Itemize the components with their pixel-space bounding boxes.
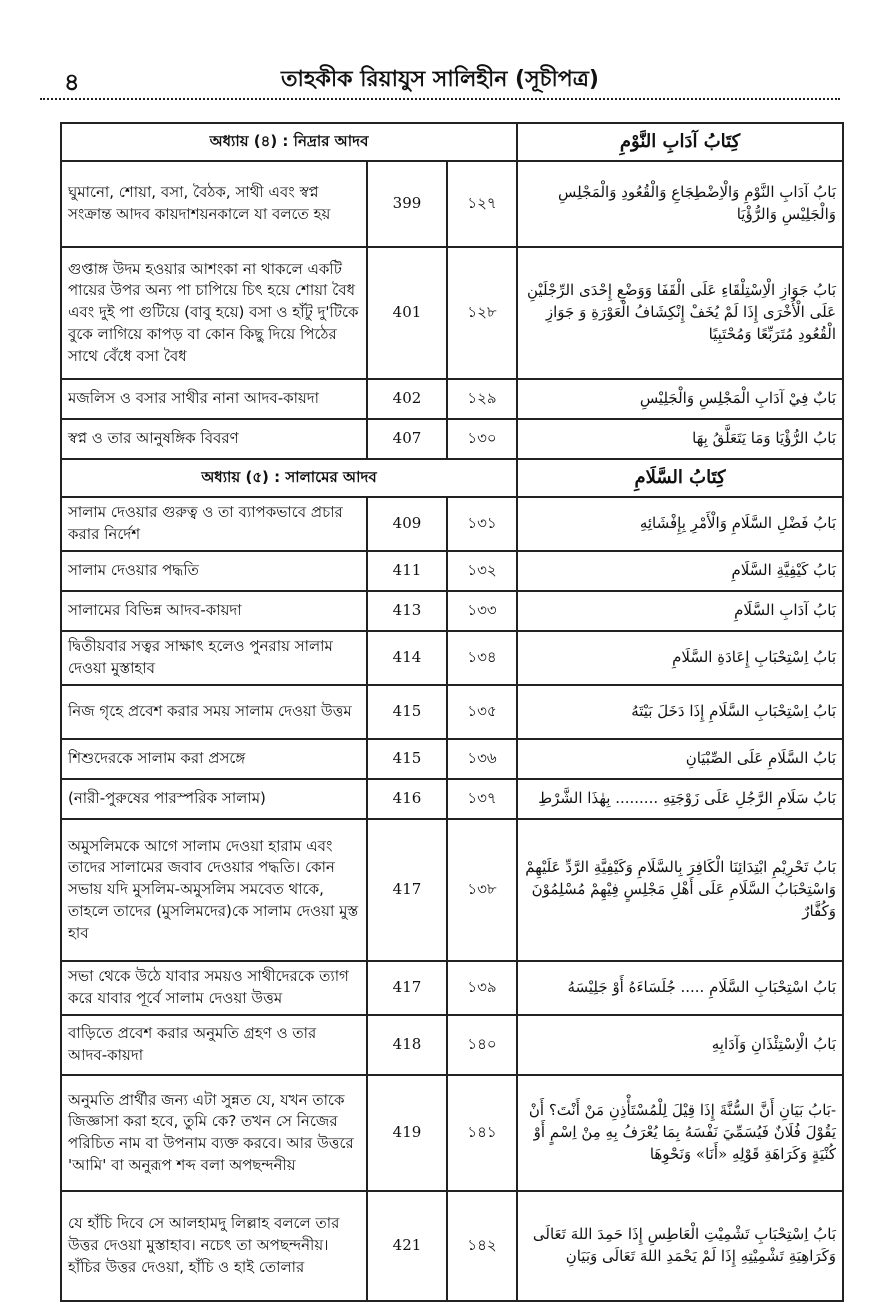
entry-hadith-number: ১৪১	[447, 1075, 517, 1191]
entry-title-bengali: স্বপ্ন ও তার আনুষঙ্গিক বিবরণ	[61, 419, 367, 459]
entry-page-number: 402	[367, 379, 447, 419]
entry-title-bengali: যে হাঁচি দিবে সে আলহামদু লিল্লাহ বললে তার উত্তর দেওয়া মুস্তাহাব। নচেৎ তা অপছন্দনীয়। হাঁচির উত্তর দেওয়া, হাঁচি ও হাই তোলার	[61, 1191, 367, 1301]
toc-entry-row	[61, 379, 843, 419]
entry-title-bengali: সালাম দেওয়ার পদ্ধতি	[61, 551, 367, 591]
entry-page-number: 399	[367, 161, 447, 247]
entry-hadith-number: ১২৭	[447, 161, 517, 247]
entry-title-arabic: -بَابُ بَيَانِ أَنَّ السُّنَّةَ إِذَا قِيْلَ لِلْمُسْتَأْذِنِ مَنْ أَنْتَ؟ أَنْ يَقُوْلَ فُلَانٌ فَيُسَمِّيَ نَفْسَهُ بِمَا يُعْرَفُ بِهِ مِنْ اِسْمٍ أَوْ كُنْيَةٍ وَكَرَاهَةِ قَوْلِهِ «أَنَا» وَنَحْوِهَا	[517, 1075, 843, 1191]
entry-title-arabic: بَابُ كَيْفِيَّةِ السَّلَامِ	[517, 551, 843, 591]
entry-title-bengali: গুপ্তাঙ্গ উদম হওয়ার আশংকা না থাকলে একটি পায়ের উপর অন্য পা চাপিয়ে চিৎ হয়ে শোয়া বৈধ এবং দুই পা গুটিয়ে (বাবু হয়ে) বসা ও হাঁটু দু'টিকে বুকে লাগিয়ে কাপড় বা কোন কিছু দিয়ে পিঠের সাথে বেঁধে বসা বৈধ	[61, 247, 367, 379]
contents-table	[60, 122, 844, 1302]
toc-entry-row	[61, 739, 843, 779]
entry-page-number: 421	[367, 1191, 447, 1301]
entry-title-bengali: সালাম দেওয়ার গুরুত্ব ও তা ব্যাপকভাবে প্রচার করার নির্দেশ	[61, 497, 367, 551]
toc-entry-row	[61, 685, 843, 739]
page-header	[40, 52, 840, 100]
toc-entry-row	[61, 961, 843, 1015]
entry-page-number: 407	[367, 419, 447, 459]
entry-page-number: 419	[367, 1075, 447, 1191]
entry-page-number: 409	[367, 497, 447, 551]
entry-page-number: 413	[367, 591, 447, 631]
chapter-heading-row	[61, 459, 843, 497]
entry-page-number: 418	[367, 1015, 447, 1075]
entry-title-arabic: بَابُ اِسْتِحْبَابِ السَّلَامِ إِذَا دَخَلَ بَيْتَهُ	[517, 685, 843, 739]
chapter-heading-row	[61, 123, 843, 161]
entry-title-arabic: بَابُ سَلَامِ الرَّجُلِ عَلَى زَوْجَتِهِ ......... بِهٰذَا الشَّرْطِ	[517, 779, 843, 819]
entry-title-arabic: بَابُ الرُّؤْيَا وَمَا يَتَعَلَّقُ بِهَا	[517, 419, 843, 459]
chapter-title-arabic: كِتَابُ السَّلَامِ	[517, 459, 843, 497]
toc-entry-row	[61, 631, 843, 685]
entry-title-bengali: মজলিস ও বসার সাথীর নানা আদব-কায়দা	[61, 379, 367, 419]
page-title: তাহকীক রিয়াযুস সালিহীন (সূচীপত্র)	[281, 67, 599, 92]
contents-table-body	[61, 123, 843, 1301]
entry-hadith-number: ১৩৪	[447, 631, 517, 685]
entry-hadith-number: ১৩৭	[447, 779, 517, 819]
entry-title-arabic: بَابُ فَضْلِ السَّلَامِ وَالْأَمْرِ بِإِفْشَائِهِ	[517, 497, 843, 551]
chapter-title-arabic: كِتَابُ آدَابِ النَّوْمِ	[517, 123, 843, 161]
entry-hadith-number: ১৩৬	[447, 739, 517, 779]
entry-title-arabic: بَابُ السَّلَامِ عَلَى الصِّبْيَانِ	[517, 739, 843, 779]
entry-title-bengali: অমুসলিমকে আগে সালাম দেওয়া হারাম এবং তাদের সালামের জবাব দেওয়ার পদ্ধতি। কোন সভায় যদি মুসলিম-অমুসলিম সমবেত থাকে, তাহলে তাদের (মুসলিমদের)কে সালাম দেওয়া মুস্ত হাব	[61, 819, 367, 961]
entry-title-bengali: সভা থেকে উঠে যাবার সময়ও সাথীদেরকে ত্যাগ করে যাবার পূর্বে সালাম দেওয়া উত্তম	[61, 961, 367, 1015]
entry-hadith-number: ১৪২	[447, 1191, 517, 1301]
toc-entry-row	[61, 1015, 843, 1075]
entry-title-arabic: بَابُ آدَابِ النَّوْمِ وَالْاِضْطِجَاعِ وَالْقُعُودِ وَالْمَجْلِسِ وَالْجَلِيْسِ وَالرُّؤْيَا	[517, 161, 843, 247]
entry-title-bengali: নিজ গৃহে প্রবেশ করার সময় সালাম দেওয়া উত্তম	[61, 685, 367, 739]
entry-title-bengali: সালামের বিভিন্ন আদব-কায়দা	[61, 591, 367, 631]
entry-page-number: 415	[367, 685, 447, 739]
toc-entry-row	[61, 551, 843, 591]
entry-page-number: 417	[367, 819, 447, 961]
entry-page-number: 411	[367, 551, 447, 591]
entry-hadith-number: ১২৯	[447, 379, 517, 419]
entry-title-arabic: بَابُ تَحْرِيْمِ ابْتِدَائِنَا الْكَافِرَ بِالسَّلَامِ وَكَيْفِيَّةِ الرَّدِّ عَلَيْهِمْ وَاسْتِحْبَابُ السَّلَامِ عَلَى أَهْلِ مَجْلِسٍ فِيْهِمْ مُسْلِمُوْنَ وَكُفَّارٌ	[517, 819, 843, 961]
entry-hadith-number: ১৩৩	[447, 591, 517, 631]
entry-title-arabic: بَابُ اِسْتِحْبَابِ تَشْمِيْتِ الْعَاطِسِ إِذَا حَمِدَ اللهَ تَعَالَى وَكَرَاهِيَةِ تَشْمِيْتِهِ إِذَا لَمْ يَحْمَدِ اللهَ تَعَالَى وَبَيَانِ	[517, 1191, 843, 1301]
toc-entry-row	[61, 161, 843, 247]
entry-page-number: 401	[367, 247, 447, 379]
toc-entry-row	[61, 419, 843, 459]
chapter-title-bengali: অধ্যায় (৫) : সালামের আদব	[61, 459, 517, 497]
entry-title-bengali: (নারী-পুরুষের পারস্পরিক সালাম)	[61, 779, 367, 819]
entry-hadith-number: ১৩২	[447, 551, 517, 591]
entry-title-bengali: শিশুদেরকে সালাম করা প্রসঙ্গে	[61, 739, 367, 779]
entry-page-number: 416	[367, 779, 447, 819]
entry-title-arabic: بَابُ اسْتِحْبَابِ السَّلَامِ ..... جُلَسَاءَهُ أَوْ جَلِيْسَهُ	[517, 961, 843, 1015]
toc-entry-row	[61, 1191, 843, 1301]
entry-title-bengali: দ্বিতীয়বার সত্বর সাক্ষাৎ হলেও পুনরায় সালাম দেওয়া মুস্তাহাব	[61, 631, 367, 685]
entry-title-arabic: بَابُ آدَابِ السَّلَامِ	[517, 591, 843, 631]
entry-hadith-number: ১৩০	[447, 419, 517, 459]
entry-hadith-number: ১৩১	[447, 497, 517, 551]
entry-page-number: 415	[367, 739, 447, 779]
chapter-title-bengali: অধ্যায় (৪) : নিদ্রার আদব	[61, 123, 517, 161]
entry-title-arabic: بَابُ اِسْتِحْبَابِ إِعَادَةِ السَّلَامِ	[517, 631, 843, 685]
entry-title-bengali: বাড়িতে প্রবেশ করার অনুমতি গ্রহণ ও তার আদব-কায়দা	[61, 1015, 367, 1075]
entry-title-bengali: ঘুমানো, শোয়া, বসা, বৈঠক, সাথী এবং স্বপ্ন সংক্রান্ত আদব কায়দাশয়নকালে যা বলতে হয়	[61, 161, 367, 247]
toc-entry-row	[61, 1075, 843, 1191]
entry-hadith-number: ১২৮	[447, 247, 517, 379]
toc-entry-row	[61, 247, 843, 379]
toc-entry-row	[61, 779, 843, 819]
entry-title-bengali: অনুমতি প্রার্থীর জন্য এটা সুন্নত যে, যখন তাকে জিজ্ঞাসা করা হবে, তুমি কে? তখন সে নিজের পরিচিত নাম বা উপনাম ব্যক্ত করবে। আর উত্তরে 'আমি' বা অনুরূপ শব্দ বলা অপছন্দনীয়	[61, 1075, 367, 1191]
entry-hadith-number: ১৪০	[447, 1015, 517, 1075]
toc-entry-row	[61, 497, 843, 551]
entry-hadith-number: ১৩৯	[447, 961, 517, 1015]
page-number: ৪	[64, 67, 80, 96]
entry-page-number: 417	[367, 961, 447, 1015]
toc-entry-row	[61, 591, 843, 631]
entry-hadith-number: ১৩৮	[447, 819, 517, 961]
entry-title-arabic: بَابٌ فِيْ آدَابِ الْمَجْلِسِ وَالْجَلِيْسِ	[517, 379, 843, 419]
entry-hadith-number: ১৩৫	[447, 685, 517, 739]
entry-title-arabic: بَابُ الْاِسْتِئْذَانِ وَآدَابِهِ	[517, 1015, 843, 1075]
toc-entry-row	[61, 819, 843, 961]
entry-title-arabic: بَابُ جَوَازِ الْاِسْتِلْقَاءِ عَلَى الْقَفَا وَوَضْعِ إِحْدَى الرِّجْلَيْنِ عَلَى الْأُخْرَى إِذَا لَمْ يُخَفْ إِنْكِشَافُ الْعَوْرَةِ وَ جَوَازِ الْقُعُودِ مُتَرَبِّعًا وَمُحْتَبِيًا	[517, 247, 843, 379]
entry-page-number: 414	[367, 631, 447, 685]
